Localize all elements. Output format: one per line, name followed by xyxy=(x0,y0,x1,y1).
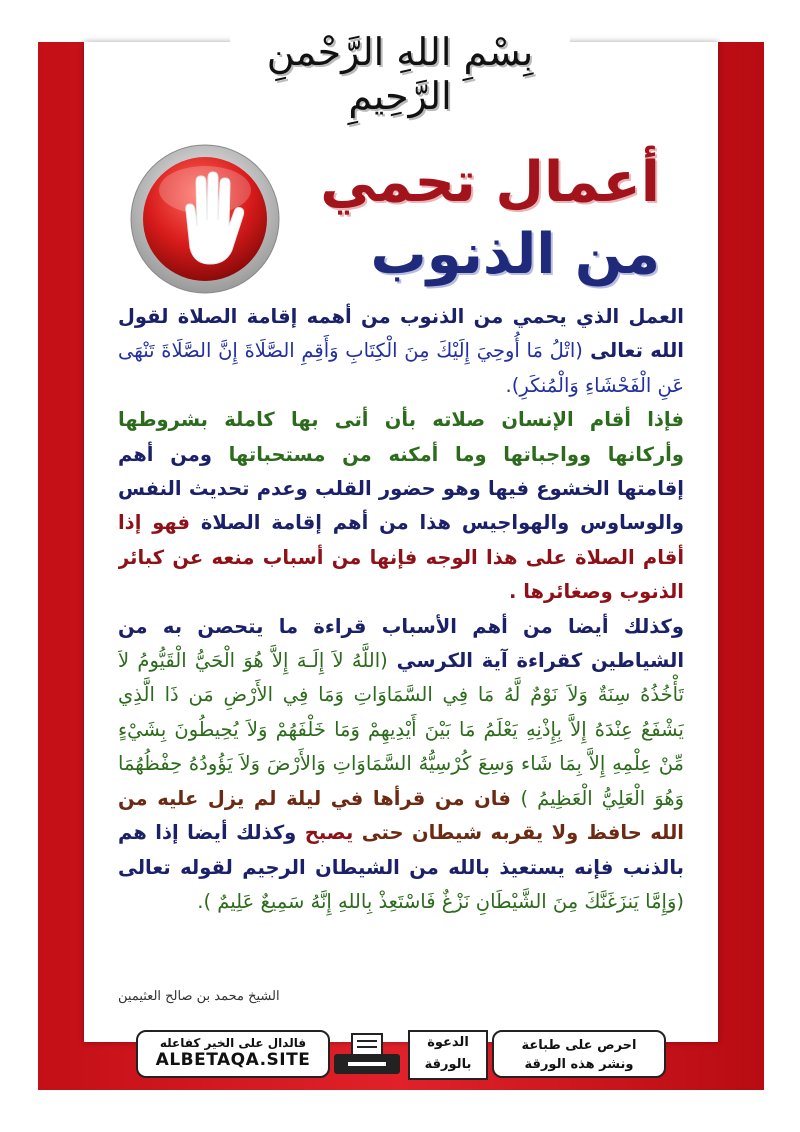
quran-verse-1: (اتْلُ مَا أُوحِيَ إِلَيْكَ مِنَ الْكِتَابِ وَأَقِمِ الصَّلَاةَ إِنَّ الصَّلَاةَ تَنْهَى عَنِ الْفَحْشَاءِ وَالْمُنكَرِ). xyxy=(118,339,684,397)
title-line-1: أعمال تحمي xyxy=(320,150,660,215)
footer-print-box xyxy=(492,1030,666,1078)
signature: الشيخ محمد بن صالح العثيمين xyxy=(118,989,280,1004)
body-text xyxy=(118,300,684,990)
title-line-2: من الذنوب xyxy=(370,222,660,287)
paragraph-3-end: وكذلك أيضا إذا هم بالذنب فإنه يستعيذ بالله من الشيطان الرجيم لقوله تعالى xyxy=(118,821,684,879)
footer-website[interactable]: ALBETAQA.SITE xyxy=(155,1050,311,1070)
dawah-logo xyxy=(408,1030,488,1080)
paragraph-2 xyxy=(118,403,684,609)
logo-line-1: الدعوة xyxy=(427,1035,469,1050)
paragraph-3-mid: فان من قرأها في ليلة لم يزل عليه من الله حافظ ولا يقربه شيطان حتى xyxy=(118,786,684,845)
footer-slogan: فالدال على الخير كفاعله xyxy=(159,1036,307,1050)
paragraph-1-intro: العمل الذي يحمي من الذنوب من أهمه إقامة الصلاة لقول الله تعالى xyxy=(118,305,684,363)
paragraph-3-red: يصبح xyxy=(304,821,354,845)
paragraph-3 xyxy=(118,610,684,920)
paragraph-2-green: فإذا أقام الإنسان صلاته بأن أتى بها كاملة بشروطها وأركانها وواجباتها وما أمكنه من مستحباتها xyxy=(118,408,684,466)
ayat-al-kursi: (اللَّهُ لاَ إِلَـهَ إِلاَّ هُوَ الْحَيُّ الْقَيُّومُ لاَ تَأْخُذُهُ سِنَةٌ وَلاَ نَوْمٌ لَّهُ مَا فِي السَّمَاوَاتِ وَمَا فِي الأَرْضِ مَن ذَا الَّذِي يَشْفَعُ عِنْدَهُ إِلاَّ بِإِذْنِهِ يَعْلَمُ مَا بَيْنَ أَيْدِيهِمْ وَمَا خَلْفَهُمْ وَلاَ يُحِيطُونَ بِشَيْءٍ مِّنْ عِلْمِهِ إِلاَّ بِمَا شَاء وَسِعَ كُرْسِيُّهُ السَّمَاوَاتِ وَالأَرْضَ وَلاَ يَؤُودُهُ حِفْظُهُمَا وَهُوَ الْعَلِيُّ الْعَظِيمُ ) xyxy=(118,649,684,810)
footer-print-line-2: ونشر هذه الورقة xyxy=(524,1057,634,1072)
paragraph-2-red: فهو إذا أقام الصلاة على هذا الوجه فإنها من أسباب منعه عن كبائر الذنوب وصغائرها . xyxy=(118,511,684,604)
stop-hand-icon xyxy=(128,142,282,296)
paragraph-1 xyxy=(118,300,684,403)
footer xyxy=(136,1030,666,1080)
paragraph-2-navy: ومن أهم إقامتها الخشوع فيها وهو حضور القلب وعدم تحديث النفس والوساوس والهواجيس هذا من أهم إقامة الصلاة xyxy=(118,442,684,535)
footer-print-line-1: احرص على طباعة xyxy=(521,1038,637,1053)
logo-line-2: بالورقة xyxy=(424,1057,472,1072)
footer-website-box xyxy=(136,1030,330,1078)
quran-verse-2: (وَإِمَّا يَنزَغَنَّكَ مِنَ الشَّيْطَانِ نَزْغٌ فَاسْتَعِذْ بِاللهِ إِنَّهُ سَمِيعٌ عَلِيمٌ ). xyxy=(197,889,684,913)
paragraph-3-intro: وكذلك أيضا من أهم الأسباب قراءة ما يتحصن به من الشياطين كقراءة آية الكرسي xyxy=(118,614,684,673)
basmala-calligraphy: بِسْمِ اللهِ الرَّحْمنِ الرَّحِيمِ xyxy=(266,30,534,118)
printer-icon xyxy=(328,1032,406,1080)
